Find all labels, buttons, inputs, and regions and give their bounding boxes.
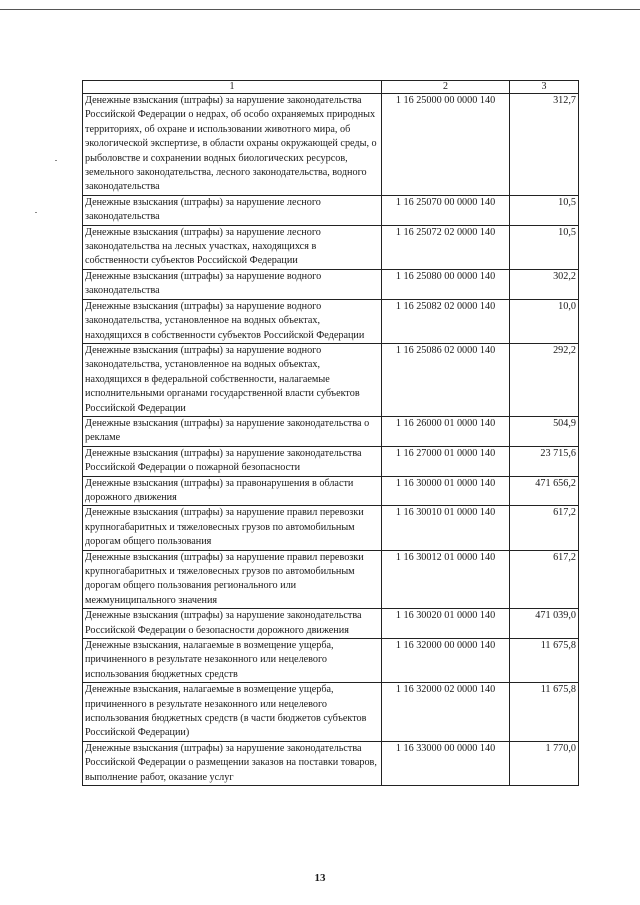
row-amount-cell: 292,2 (510, 343, 579, 416)
table-row (83, 476, 579, 506)
table-row (83, 225, 579, 269)
row-code-cell: 1 16 27000 01 0000 140 (382, 446, 510, 476)
row-amount-cell: 1 770,0 (510, 741, 579, 785)
table-row (83, 446, 579, 476)
table-row (83, 550, 579, 609)
row-code-cell: 1 16 25086 02 0000 140 (382, 343, 510, 416)
table-row (83, 683, 579, 742)
margin-mark (35, 212, 37, 213)
table-row (83, 94, 579, 196)
row-name-cell: Денежные взыскания (штрафы) за нарушение водного законодательства, установленное на водных объектах, находящихся в федеральной собственности, налагаемые исполнительными органами государственной власти субъектов Российской Федерации (83, 343, 382, 416)
row-name-cell: Денежные взыскания (штрафы) за нарушение законодательства Российской Федерации о размещении заказов на поставки товаров, выполнение работ, оказание услуг (83, 741, 382, 785)
row-name-cell: Денежные взыскания (штрафы) за правонарушения в области дорожного движения (83, 476, 382, 506)
row-name-cell: Денежные взыскания, налагаемые в возмещение ущерба, причиненного в результате незаконного или нецелевого использования бюджетных средств (в части бюджетов субъектов Российской Федерации) (83, 683, 382, 742)
row-amount-cell: 617,2 (510, 506, 579, 550)
table-row (83, 506, 579, 550)
row-code-cell: 1 16 26000 01 0000 140 (382, 416, 510, 446)
table-row (83, 416, 579, 446)
row-name-cell: Денежные взыскания (штрафы) за нарушение лесного законодательства (83, 195, 382, 225)
row-name-cell: Денежные взыскания (штрафы) за нарушение водного законодательства (83, 269, 382, 299)
row-code-cell: 1 16 30012 01 0000 140 (382, 550, 510, 609)
row-amount-cell: 10,5 (510, 195, 579, 225)
budget-table (82, 80, 579, 786)
row-name-cell: Денежные взыскания (штрафы) за нарушение законодательства Российской Федерации о пожарной безопасности (83, 446, 382, 476)
row-code-cell: 1 16 30000 01 0000 140 (382, 476, 510, 506)
row-code-cell: 1 16 25000 00 0000 140 (382, 94, 510, 196)
header-row (83, 81, 579, 94)
table-row (83, 195, 579, 225)
column-header-amount: 3 (510, 81, 579, 94)
row-code-cell: 1 16 33000 00 0000 140 (382, 741, 510, 785)
row-amount-cell: 11 675,8 (510, 639, 579, 683)
row-name-cell: Денежные взыскания (штрафы) за нарушение лесного законодательства на лесных участках, находящихся в собственности субъектов Российской Федерации (83, 225, 382, 269)
row-amount-cell: 10,0 (510, 299, 579, 343)
table-row (83, 639, 579, 683)
row-code-cell: 1 16 25080 00 0000 140 (382, 269, 510, 299)
row-amount-cell: 312,7 (510, 94, 579, 196)
column-header-name: 1 (83, 81, 382, 94)
row-code-cell: 1 16 32000 00 0000 140 (382, 639, 510, 683)
table-row (83, 741, 579, 785)
column-header-code: 2 (382, 81, 510, 94)
table-row (83, 343, 579, 416)
row-code-cell: 1 16 25072 02 0000 140 (382, 225, 510, 269)
row-amount-cell: 617,2 (510, 550, 579, 609)
page-number: 13 (314, 872, 326, 884)
row-amount-cell: 23 715,6 (510, 446, 579, 476)
top-rule (0, 9, 640, 10)
table-row (83, 269, 579, 299)
row-code-cell: 1 16 30020 01 0000 140 (382, 609, 510, 639)
row-code-cell: 1 16 30010 01 0000 140 (382, 506, 510, 550)
row-name-cell: Денежные взыскания, налагаемые в возмещение ущерба, причиненного в результате незаконного или нецелевого использования бюджетных средств (83, 639, 382, 683)
row-name-cell: Денежные взыскания (штрафы) за нарушение водного законодательства, установленное на водных объектах, находящихся в собственности субъектов Российской Федерации (83, 299, 382, 343)
row-name-cell: Денежные взыскания (штрафы) за нарушение законодательства о рекламе (83, 416, 382, 446)
row-code-cell: 1 16 25082 02 0000 140 (382, 299, 510, 343)
table-row (83, 299, 579, 343)
row-amount-cell: 504,9 (510, 416, 579, 446)
row-name-cell: Денежные взыскания (штрафы) за нарушение правил перевозки крупногабаритных и тяжеловесных грузов по автомобильным дорогам общего пользования (83, 506, 382, 550)
row-name-cell: Денежные взыскания (штрафы) за нарушение правил перевозки крупногабаритных и тяжеловесных грузов по автомобильным дорогам общего пользования регионального или межмуниципального значения (83, 550, 382, 609)
row-amount-cell: 11 675,8 (510, 683, 579, 742)
row-name-cell: Денежные взыскания (штрафы) за нарушение законодательства Российской Федерации о безопасности дорожного движения (83, 609, 382, 639)
row-amount-cell: 302,2 (510, 269, 579, 299)
row-name-cell: Денежные взыскания (штрафы) за нарушение законодательства Российской Федерации о недрах, об особо охраняемых природных территориях, об охране и использовании животного мира, об экологической экспертизе, в области охраны окружающей среды, о рыболовстве и сохранении водных биологических ресурсов, земельного законодательства, лесного законодательства, водного законодательства (83, 94, 382, 196)
row-code-cell: 1 16 32000 02 0000 140 (382, 683, 510, 742)
row-amount-cell: 471 039,0 (510, 609, 579, 639)
row-code-cell: 1 16 25070 00 0000 140 (382, 195, 510, 225)
table-row (83, 609, 579, 639)
document-page (82, 80, 578, 786)
row-amount-cell: 10,5 (510, 225, 579, 269)
margin-mark (55, 160, 57, 161)
row-amount-cell: 471 656,2 (510, 476, 579, 506)
